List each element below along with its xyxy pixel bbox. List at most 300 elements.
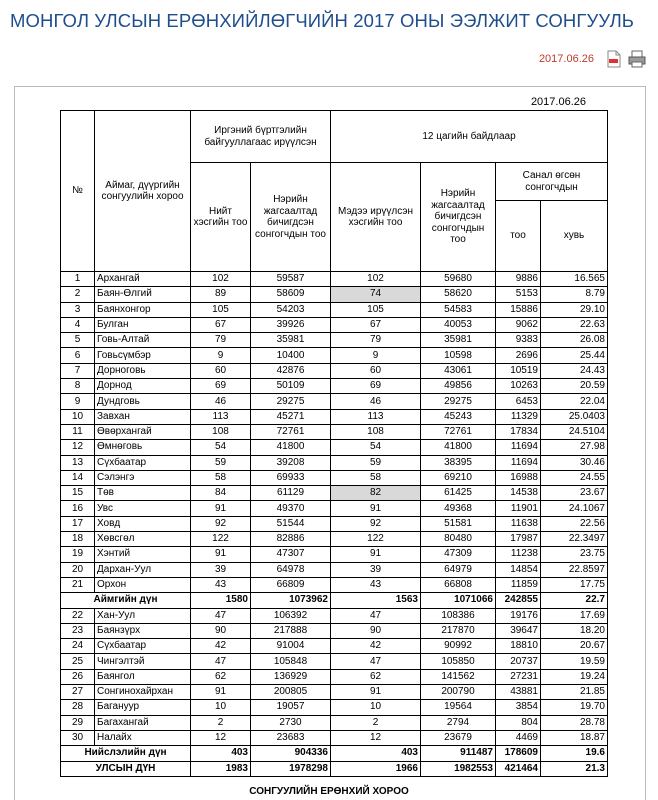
row-number: 28: [61, 700, 95, 715]
cell-voted-count: 17987: [496, 532, 541, 547]
row-name: Өвөрхангай: [95, 424, 191, 439]
cell-registered-voters-a: 217888: [251, 623, 331, 638]
table-total-row: [61, 761, 608, 776]
table-row: [61, 501, 608, 516]
table-row: [61, 363, 608, 378]
cell-voted-percent: 25.44: [541, 348, 608, 363]
row-number: 19: [61, 547, 95, 562]
cell-total-sections: 2: [191, 715, 251, 730]
cell-voted-count: 9062: [496, 317, 541, 332]
table-row: [61, 700, 608, 715]
table-row: [61, 409, 608, 424]
cell-total-sections: 43: [191, 577, 251, 592]
cell-registered-voters-a: 91004: [251, 639, 331, 654]
cell-voted-percent: 19.24: [541, 669, 608, 684]
cell-total-sections: 46: [191, 394, 251, 409]
document-date: 2017.06.26: [530, 96, 586, 108]
row-number: 1: [61, 272, 95, 287]
header-region: Аймаг, дүүргийн сонгуулийн хороо: [95, 111, 191, 272]
table-row: [61, 379, 608, 394]
cell-registered-voters-b: 217870: [421, 623, 496, 638]
table-row: [61, 623, 608, 638]
cell-voted-percent: 26.08: [541, 333, 608, 348]
cell-voted-count: 20737: [496, 654, 541, 669]
cell-registered-voters-b: 80480: [421, 532, 496, 547]
cell-reported-sections: 54: [331, 440, 421, 455]
cell-voted-count: 14854: [496, 562, 541, 577]
cell-voted-count: 9886: [496, 272, 541, 287]
cell-total-sections: 9: [191, 348, 251, 363]
cell-registered-voters-a: 58609: [251, 287, 331, 302]
cell-reported-sections: 79: [331, 333, 421, 348]
table-row: [61, 715, 608, 730]
row-number: 11: [61, 424, 95, 439]
cell-registered-voters-b: 43061: [421, 363, 496, 378]
row-number: 3: [61, 302, 95, 317]
cell-registered-voters-a: 50109: [251, 379, 331, 394]
cell-total-sections: 12: [191, 730, 251, 745]
cell-reported-sections: 9: [331, 348, 421, 363]
cell-total-sections: 60: [191, 363, 251, 378]
page-title: МОНГОЛ УЛСЫН ЕРӨНХИЙЛӨГЧИЙН 2017 ОНЫ ЭЭЛЖИТ СОНГУУЛЬ: [10, 10, 635, 31]
cell-total-sections: 58: [191, 470, 251, 485]
cell-registered-voters-a: 49370: [251, 501, 331, 516]
header-registered-voters-a: Нэрийн жагсаалтад бичигдсэн сонгогчдын тоо: [251, 163, 331, 272]
cell-registered-voters-b: 19564: [421, 700, 496, 715]
row-name: Хан-Уул: [95, 608, 191, 623]
cell-voted-count: 19176: [496, 608, 541, 623]
row-number: 15: [61, 486, 95, 501]
table-total-row: [61, 746, 608, 761]
row-number: 4: [61, 317, 95, 332]
row-number: 21: [61, 577, 95, 592]
row-name: Дорноговь: [95, 363, 191, 378]
cell-registered-voters-a: 19057: [251, 700, 331, 715]
cell-voted-percent: 22.8597: [541, 562, 608, 577]
row-number: 5: [61, 333, 95, 348]
row-name: Завхан: [95, 409, 191, 424]
cell-voted-percent: 17.75: [541, 577, 608, 592]
header-no: №: [61, 111, 95, 272]
cell-reported-sections: 58: [331, 470, 421, 485]
cell-voted-percent: 22.3497: [541, 532, 608, 547]
cell-voted-percent: 20.67: [541, 639, 608, 654]
row-name: Багануур: [95, 700, 191, 715]
row-name: Баянзүрх: [95, 623, 191, 638]
table-row: [61, 654, 608, 669]
cell-registered-voters-b: 72761: [421, 424, 496, 439]
cell-registered-voters-b: 29275: [421, 394, 496, 409]
row-name: Хэнтий: [95, 547, 191, 562]
row-number: 6: [61, 348, 95, 363]
row-name: Сүхбаатар: [95, 455, 191, 470]
row-label: Аймгийн дүн: [61, 593, 191, 608]
cell-reported-sections: 39: [331, 562, 421, 577]
cell-voted-count: 11694: [496, 455, 541, 470]
cell-registered-voters-b: 45243: [421, 409, 496, 424]
row-name: Хөвсгөл: [95, 532, 191, 547]
row-number: 16: [61, 501, 95, 516]
cell-voted-percent: 22.04: [541, 394, 608, 409]
cell-reported-sections: 47: [331, 608, 421, 623]
cell-voted-percent: 22.56: [541, 516, 608, 531]
cell-voted-count: 178609: [496, 746, 541, 761]
cell-total-sections: 84: [191, 486, 251, 501]
row-number: 22: [61, 608, 95, 623]
cell-registered-voters-b: 35981: [421, 333, 496, 348]
cell-voted-count: 11859: [496, 577, 541, 592]
cell-voted-count: 11901: [496, 501, 541, 516]
footer-committee: СОНГУУЛИЙН ЕРӨНХИЙ ХОРОО: [249, 786, 409, 797]
table-row: [61, 532, 608, 547]
table-row: [61, 287, 608, 302]
cell-total-sections: 91: [191, 501, 251, 516]
header-voted-count: тоо: [496, 201, 541, 272]
cell-reported-sections: 2: [331, 715, 421, 730]
cell-registered-voters-a: 59587: [251, 272, 331, 287]
table-total-row: [61, 593, 608, 608]
cell-reported-sections: 403: [331, 746, 421, 761]
cell-total-sections: 69: [191, 379, 251, 394]
cell-reported-sections: 12: [331, 730, 421, 745]
cell-reported-sections: 1563: [331, 593, 421, 608]
cell-total-sections: 89: [191, 287, 251, 302]
row-name: Орхон: [95, 577, 191, 592]
cell-reported-sections: 91: [331, 685, 421, 700]
cell-registered-voters-b: 108386: [421, 608, 496, 623]
cell-registered-voters-b: 59680: [421, 272, 496, 287]
cell-registered-voters-b: 911487: [421, 746, 496, 761]
header-total-sections: Нийт хэсгийн тоо: [191, 163, 251, 272]
row-number: 25: [61, 654, 95, 669]
cell-registered-voters-a: 2730: [251, 715, 331, 730]
cell-registered-voters-a: 61129: [251, 486, 331, 501]
header-voted: Санал өгсөн сонгогчдын: [496, 163, 608, 201]
table-row: [61, 562, 608, 577]
cell-voted-count: 27231: [496, 669, 541, 684]
cell-voted-percent: 21.85: [541, 685, 608, 700]
cell-reported-sections: 42: [331, 639, 421, 654]
cell-reported-sections: 91: [331, 501, 421, 516]
header-voted-percent: хувь: [541, 201, 608, 272]
row-name: Чингэлтэй: [95, 654, 191, 669]
cell-reported-sections: 67: [331, 317, 421, 332]
table-row: [61, 302, 608, 317]
cell-registered-voters-b: 66808: [421, 577, 496, 592]
table-row: [61, 317, 608, 332]
cell-registered-voters-b: 40053: [421, 317, 496, 332]
cell-total-sections: 90: [191, 623, 251, 638]
cell-registered-voters-a: 82886: [251, 532, 331, 547]
cell-voted-count: 18810: [496, 639, 541, 654]
cell-total-sections: 39: [191, 562, 251, 577]
cell-registered-voters-a: 39208: [251, 455, 331, 470]
cell-voted-percent: 24.5104: [541, 424, 608, 439]
cell-total-sections: 91: [191, 685, 251, 700]
row-number: 7: [61, 363, 95, 378]
row-name: Налайх: [95, 730, 191, 745]
cell-registered-voters-a: 200805: [251, 685, 331, 700]
cell-registered-voters-a: 29275: [251, 394, 331, 409]
cell-registered-voters-b: 23679: [421, 730, 496, 745]
cell-voted-count: 6453: [496, 394, 541, 409]
cell-reported-sections: 43: [331, 577, 421, 592]
election-results-table: [60, 110, 608, 777]
cell-registered-voters-a: 69933: [251, 470, 331, 485]
row-name: Говь-Алтай: [95, 333, 191, 348]
row-number: 17: [61, 516, 95, 531]
cell-voted-count: 2696: [496, 348, 541, 363]
header-civil-registry: Иргэний бүртгэлийн байгууллагаас ирүүлсэн: [191, 111, 331, 163]
row-name: Төв: [95, 486, 191, 501]
cell-voted-count: 17834: [496, 424, 541, 439]
row-label: УЛСЫН ДҮН: [61, 761, 191, 776]
cell-registered-voters-a: 51544: [251, 516, 331, 531]
cell-voted-percent: 27.98: [541, 440, 608, 455]
row-number: 24: [61, 639, 95, 654]
table-row: [61, 272, 608, 287]
cell-voted-percent: 25.0403: [541, 409, 608, 424]
cell-registered-voters-b: 41800: [421, 440, 496, 455]
cell-total-sections: 1983: [191, 761, 251, 776]
row-name: Дорнод: [95, 379, 191, 394]
cell-voted-percent: 17.69: [541, 608, 608, 623]
cell-voted-percent: 16.565: [541, 272, 608, 287]
cell-registered-voters-a: 1073962: [251, 593, 331, 608]
cell-reported-sections: 46: [331, 394, 421, 409]
cell-registered-voters-a: 42876: [251, 363, 331, 378]
cell-registered-voters-b: 141562: [421, 669, 496, 684]
print-icon[interactable]: [628, 50, 644, 68]
cell-total-sections: 105: [191, 302, 251, 317]
cell-registered-voters-b: 51581: [421, 516, 496, 531]
cell-voted-percent: 23.67: [541, 486, 608, 501]
cell-registered-voters-b: 49368: [421, 501, 496, 516]
cell-voted-count: 11638: [496, 516, 541, 531]
row-name: Сонгинохайрхан: [95, 685, 191, 700]
cell-voted-count: 11238: [496, 547, 541, 562]
cell-registered-voters-b: 58620: [421, 287, 496, 302]
cell-voted-count: 421464: [496, 761, 541, 776]
cell-total-sections: 62: [191, 669, 251, 684]
publish-date: 2017.06.26: [538, 53, 594, 65]
cell-voted-percent: 22.63: [541, 317, 608, 332]
cell-reported-sections: 108: [331, 424, 421, 439]
row-number: 9: [61, 394, 95, 409]
cell-registered-voters-a: 105848: [251, 654, 331, 669]
row-name: Ховд: [95, 516, 191, 531]
table-row: [61, 577, 608, 592]
cell-registered-voters-a: 66809: [251, 577, 331, 592]
row-number: 14: [61, 470, 95, 485]
cell-total-sections: 122: [191, 532, 251, 547]
cell-registered-voters-b: 1071066: [421, 593, 496, 608]
cell-voted-percent: 24.55: [541, 470, 608, 485]
cell-total-sections: 1580: [191, 593, 251, 608]
row-name: Говьсүмбэр: [95, 348, 191, 363]
table-row: [61, 669, 608, 684]
cell-registered-voters-b: 61425: [421, 486, 496, 501]
cell-registered-voters-b: 2794: [421, 715, 496, 730]
cell-voted-count: 16988: [496, 470, 541, 485]
cell-registered-voters-a: 106392: [251, 608, 331, 623]
row-number: 10: [61, 409, 95, 424]
cell-registered-voters-b: 38395: [421, 455, 496, 470]
cell-voted-percent: 24.43: [541, 363, 608, 378]
cell-total-sections: 113: [191, 409, 251, 424]
cell-total-sections: 47: [191, 608, 251, 623]
cell-registered-voters-a: 54203: [251, 302, 331, 317]
row-name: Булган: [95, 317, 191, 332]
cell-total-sections: 67: [191, 317, 251, 332]
cell-reported-sections: 60: [331, 363, 421, 378]
header-12-oclock: 12 цагийн байдлаар: [331, 111, 608, 163]
cell-registered-voters-a: 1978298: [251, 761, 331, 776]
cell-total-sections: 91: [191, 547, 251, 562]
cell-reported-sections: 62: [331, 669, 421, 684]
row-name: Архангай: [95, 272, 191, 287]
cell-voted-percent: 18.20: [541, 623, 608, 638]
cell-reported-sections: 92: [331, 516, 421, 531]
cell-reported-sections: 91: [331, 547, 421, 562]
row-name: Сүхбаатар: [95, 639, 191, 654]
cell-total-sections: 54: [191, 440, 251, 455]
table-row: [61, 547, 608, 562]
cell-voted-percent: 19.70: [541, 700, 608, 715]
row-name: Баянгол: [95, 669, 191, 684]
cell-voted-count: 11694: [496, 440, 541, 455]
cell-registered-voters-b: 1982553: [421, 761, 496, 776]
pdf-icon[interactable]: [606, 50, 622, 68]
cell-voted-percent: 28.78: [541, 715, 608, 730]
row-label: Нийслэлийн дүн: [61, 746, 191, 761]
cell-voted-count: 14538: [496, 486, 541, 501]
row-name: Багахангай: [95, 715, 191, 730]
cell-voted-count: 804: [496, 715, 541, 730]
row-number: 13: [61, 455, 95, 470]
cell-voted-percent: 8.79: [541, 287, 608, 302]
cell-voted-count: 4469: [496, 730, 541, 745]
cell-total-sections: 102: [191, 272, 251, 287]
header-registered-voters-b: Нэрийн жагсаалтад бичигдсэн сонгогчдын тоо: [421, 163, 496, 272]
cell-registered-voters-a: 23683: [251, 730, 331, 745]
cell-voted-percent: 22.7: [541, 593, 608, 608]
cell-registered-voters-a: 47307: [251, 547, 331, 562]
row-name: Увс: [95, 501, 191, 516]
cell-voted-count: 5153: [496, 287, 541, 302]
cell-voted-percent: 18.87: [541, 730, 608, 745]
results-body: [61, 272, 608, 777]
row-name: Сэлэнгэ: [95, 470, 191, 485]
table-row: [61, 394, 608, 409]
cell-registered-voters-a: 39926: [251, 317, 331, 332]
cell-voted-count: 242855: [496, 593, 541, 608]
cell-voted-percent: 30.46: [541, 455, 608, 470]
table-row: [61, 455, 608, 470]
cell-registered-voters-b: 54583: [421, 302, 496, 317]
cell-registered-voters-b: 90992: [421, 639, 496, 654]
cell-reported-sections: 69: [331, 379, 421, 394]
cell-registered-voters-a: 10400: [251, 348, 331, 363]
cell-reported-sections: 102: [331, 272, 421, 287]
cell-reported-sections: 59: [331, 455, 421, 470]
cell-reported-sections: 122: [331, 532, 421, 547]
cell-voted-count: 10263: [496, 379, 541, 394]
cell-voted-percent: 24.1067: [541, 501, 608, 516]
cell-voted-percent: 20.59: [541, 379, 608, 394]
row-number: 18: [61, 532, 95, 547]
page-toolbar: [539, 50, 644, 68]
cell-reported-sections: 10: [331, 700, 421, 715]
cell-reported-sections: 90: [331, 623, 421, 638]
row-name: Баянхонгор: [95, 302, 191, 317]
cell-voted-count: 39647: [496, 623, 541, 638]
cell-total-sections: 42: [191, 639, 251, 654]
cell-registered-voters-a: 41800: [251, 440, 331, 455]
table-row: [61, 440, 608, 455]
row-number: 29: [61, 715, 95, 730]
row-number: 8: [61, 379, 95, 394]
row-name: Дундговь: [95, 394, 191, 409]
table-row: [61, 730, 608, 745]
cell-registered-voters-b: 47309: [421, 547, 496, 562]
cell-voted-count: 10519: [496, 363, 541, 378]
table-row: [61, 516, 608, 531]
cell-voted-count: 11329: [496, 409, 541, 424]
header-reported-sections: Мэдээ ирүүлсэн хэсгийн тоо: [331, 163, 421, 272]
cell-registered-voters-a: 35981: [251, 333, 331, 348]
cell-voted-percent: 19.59: [541, 654, 608, 669]
cell-total-sections: 79: [191, 333, 251, 348]
cell-voted-percent: 23.75: [541, 547, 608, 562]
cell-total-sections: 108: [191, 424, 251, 439]
cell-total-sections: 403: [191, 746, 251, 761]
row-number: 12: [61, 440, 95, 455]
cell-registered-voters-b: 69210: [421, 470, 496, 485]
row-name: Дархан-Уул: [95, 562, 191, 577]
cell-voted-count: 15886: [496, 302, 541, 317]
cell-voted-percent: 21.3: [541, 761, 608, 776]
table-row: [61, 685, 608, 700]
cell-registered-voters-a: 904336: [251, 746, 331, 761]
cell-voted-count: 3854: [496, 700, 541, 715]
table-row: [61, 608, 608, 623]
cell-total-sections: 47: [191, 654, 251, 669]
row-number: 20: [61, 562, 95, 577]
row-name: Өмнөговь: [95, 440, 191, 455]
row-number: 23: [61, 623, 95, 638]
cell-reported-sections: 1966: [331, 761, 421, 776]
row-number: 2: [61, 287, 95, 302]
table-row: [61, 333, 608, 348]
cell-registered-voters-b: 49856: [421, 379, 496, 394]
table-row: [61, 639, 608, 654]
cell-voted-count: 43881: [496, 685, 541, 700]
cell-voted-count: 9383: [496, 333, 541, 348]
table-row: [61, 486, 608, 501]
row-number: 30: [61, 730, 95, 745]
row-name: Баян-Өлгий: [95, 287, 191, 302]
table-row: [61, 424, 608, 439]
cell-registered-voters-a: 72761: [251, 424, 331, 439]
cell-reported-sections: 47: [331, 654, 421, 669]
cell-reported-sections: 113: [331, 409, 421, 424]
cell-voted-percent: 19.6: [541, 746, 608, 761]
cell-reported-sections: 105: [331, 302, 421, 317]
table-row: [61, 470, 608, 485]
cell-registered-voters-a: 136929: [251, 669, 331, 684]
cell-registered-voters-b: 10598: [421, 348, 496, 363]
